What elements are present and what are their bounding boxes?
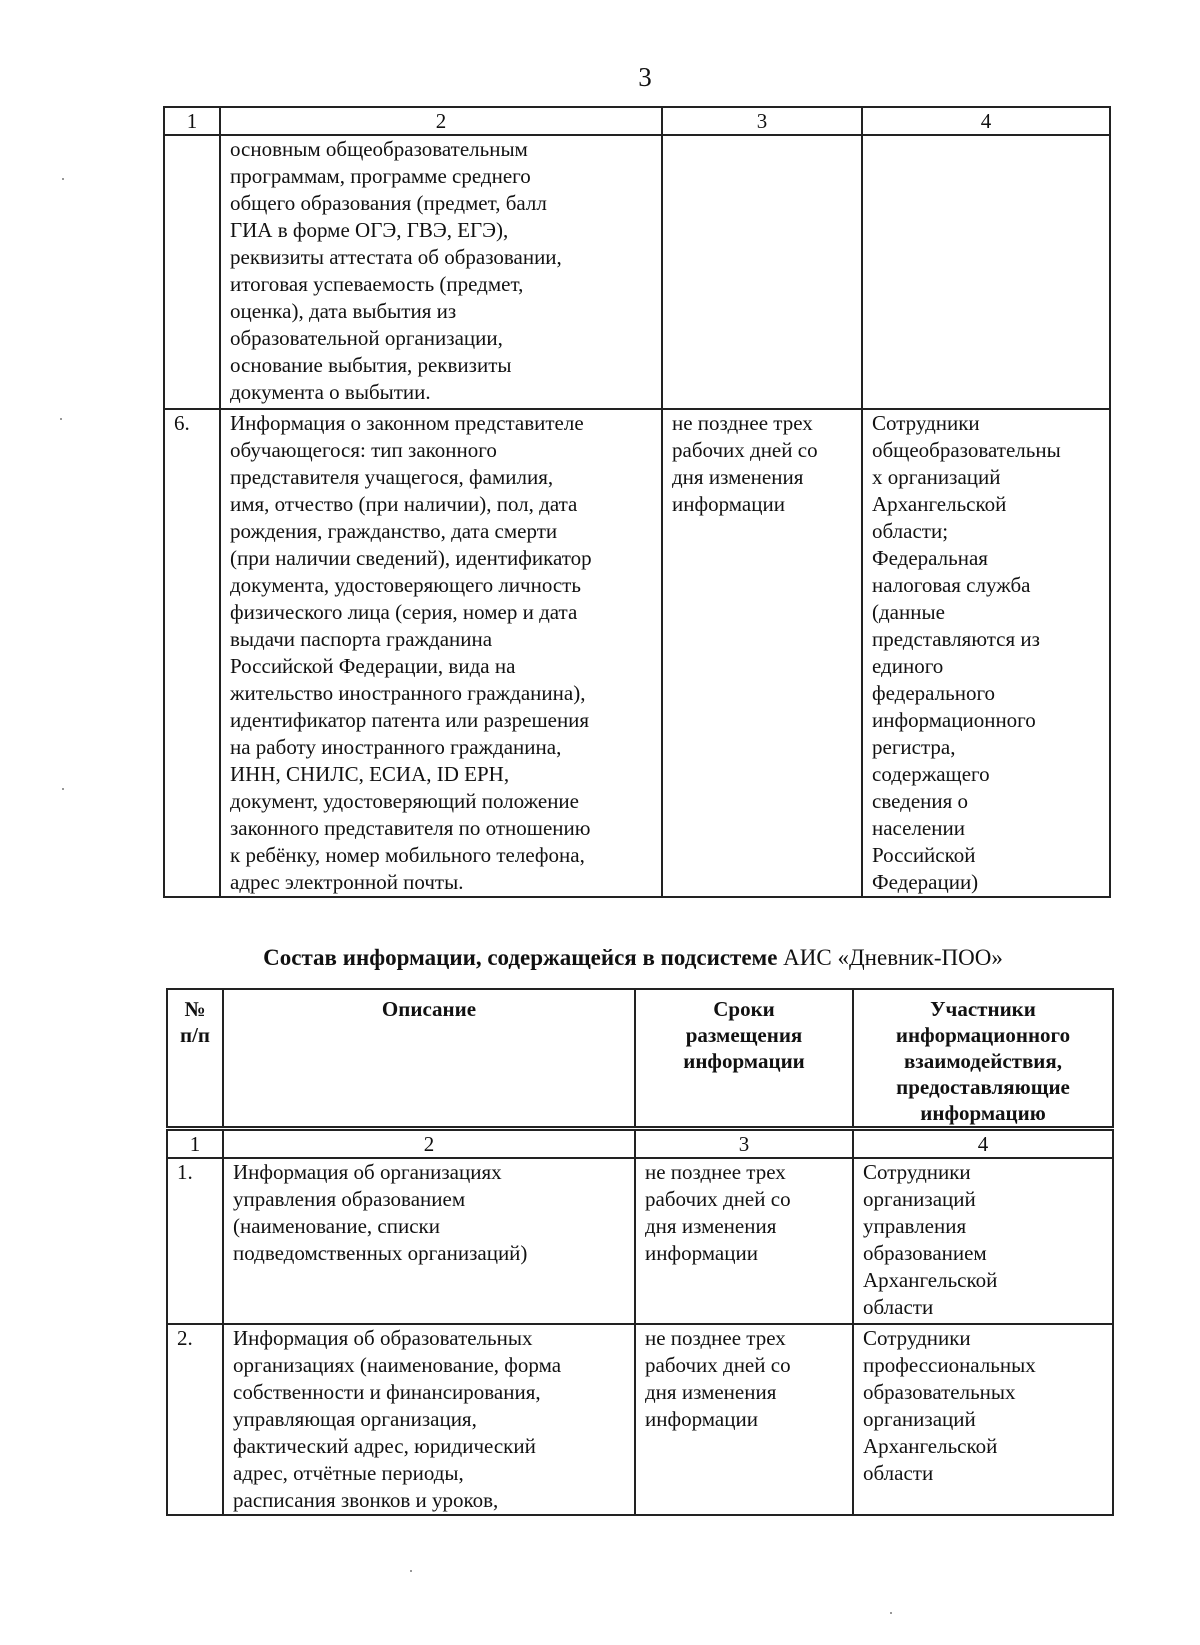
header-description: Описание	[223, 989, 635, 1129]
column-number: 4	[853, 1129, 1113, 1159]
scan-speck	[62, 788, 64, 790]
scan-speck	[60, 418, 62, 420]
column-number: 2	[223, 1129, 635, 1159]
section-heading-bold: Состав информации, содержащейся в подсистеме	[263, 945, 778, 970]
row-description: Информация о законном представителе обучающегося: тип законного представителя учащегося, фамилия, имя, отчество (при наличии), пол, дата рождения, гражданство, дата смерти (при наличии сведений), идентификатор документа, удостоверяющего личность физического лица (серия, номер и дата выдачи паспорта гражданина Российской Федерации, вида на жительство иностранного гражданина), идентификатор патента или разрешения на работу иностранного гражданина, ИНН, СНИЛС, ЕСИА, ID ЕРН, документ, удостоверяющий положение законного представителя по отношению к ребёнку, номер мобильного телефона, адрес электронной почты.	[220, 409, 662, 897]
column-numbers-row	[164, 107, 1110, 135]
column-number: 3	[635, 1129, 853, 1159]
row-deadline: не позднее трех рабочих дней со дня изменения информации	[635, 1324, 853, 1515]
row-participants: Сотрудники общеобразовательны х организаций Архангельской области; Федеральная налоговая служба (данные представляются из единого федерального информационного регистра, содержащего сведения о населении Российской Федерации)	[862, 409, 1110, 897]
row-participants	[862, 135, 1110, 409]
row-participants: Сотрудники профессиональных образовательных организаций Архангельской области	[853, 1324, 1113, 1515]
row-description: основным общеобразовательным программам, программе среднего общего образования (предмет, балл ГИА в форме ОГЭ, ГВЭ, ЕГЭ), реквизиты аттестата об образовании, итоговая успеваемость (предмет, оценка), дата выбытия из образовательной организации, основание выбытия, реквизиты документа о выбытии.	[220, 135, 662, 409]
row-description: Информация об организациях управления образованием (наименование, списки подведомственных организаций)	[223, 1158, 635, 1324]
header-deadline: Сроки размещения информации	[635, 989, 853, 1129]
scan-speck	[410, 1570, 412, 1572]
column-number: 1	[164, 107, 220, 135]
row-deadline	[662, 135, 862, 409]
section-heading	[160, 944, 1106, 972]
column-number: 3	[662, 107, 862, 135]
table-continuation	[163, 106, 1111, 898]
row-number	[164, 135, 220, 409]
column-numbers-row	[167, 1129, 1113, 1159]
column-number: 1	[167, 1129, 223, 1159]
section-heading-name: АИС «Дневник-ПОО»	[777, 945, 1003, 970]
row-number: 6.	[164, 409, 220, 897]
row-deadline: не позднее трех рабочих дней со дня изменения информации	[662, 409, 862, 897]
table-row	[164, 135, 1110, 409]
header-participants: Участники информационного взаимодействия, предоставляющие информацию	[853, 989, 1113, 1129]
column-number: 2	[220, 107, 662, 135]
column-number: 4	[862, 107, 1110, 135]
header-number: № п/п	[167, 989, 223, 1129]
scan-speck	[62, 178, 64, 180]
row-participants: Сотрудники организаций управления образованием Архангельской области	[853, 1158, 1113, 1324]
row-number: 1.	[167, 1158, 223, 1324]
row-deadline: не позднее трех рабочих дней со дня изменения информации	[635, 1158, 853, 1324]
page-number: 3	[638, 62, 652, 92]
table-header-row	[167, 989, 1113, 1129]
row-number: 2.	[167, 1324, 223, 1515]
table-row	[164, 409, 1110, 897]
scan-speck	[890, 1612, 892, 1614]
table-row	[167, 1324, 1113, 1515]
table-row	[167, 1158, 1113, 1324]
row-description: Информация об образовательных организациях (наименование, форма собственности и финансирования, управляющая организация, фактический адрес, юридический адрес, отчётные периоды, расписания звонков и уроков,	[223, 1324, 635, 1515]
table-dnevnik-poo	[166, 988, 1114, 1516]
